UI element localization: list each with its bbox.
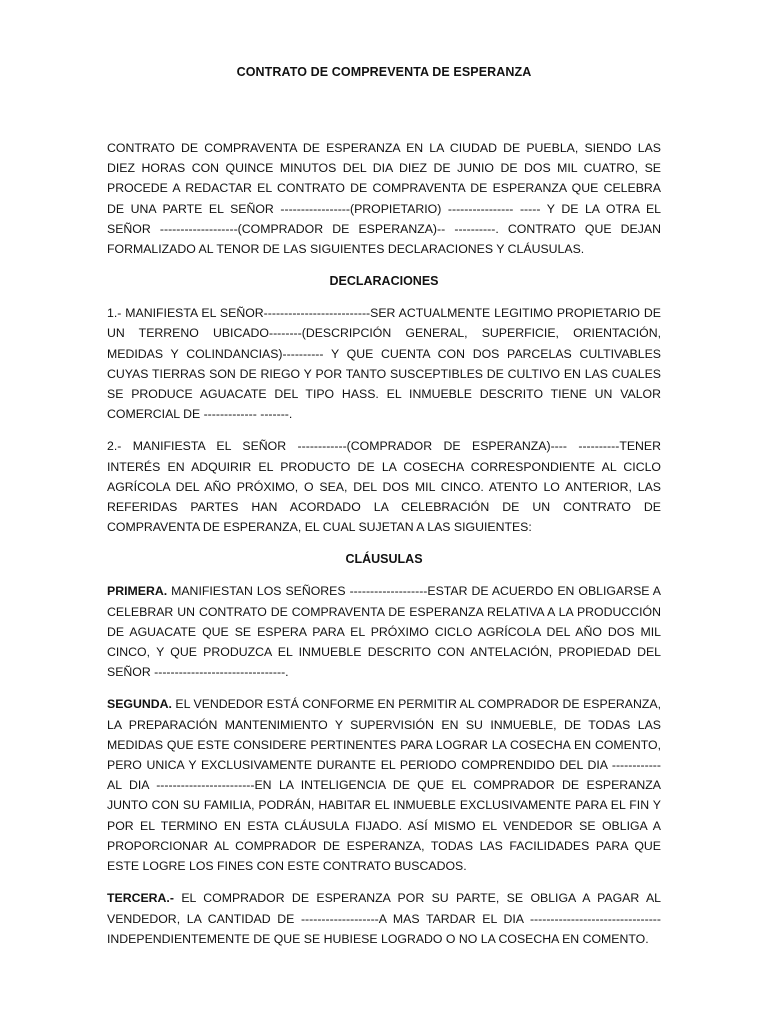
clause-tercera <box>107 888 661 949</box>
clause-primera <box>107 581 661 682</box>
clause-segunda-text: EL VENDEDOR ESTÁ CONFORME EN PERMITIR AL COMPRADOR DE ESPERANZA, LA PREPARACIÓN MANTENIMIENTO Y SUPERVISIÓN EN SU INMUEBLE, DE TODAS LAS MEDIDAS QUE ESTE CONSIDERE PERTINENTES PARA LOGRAR LA COSECHA EN COMENTO, PERO UNICA Y EXCLUSIVAMENTE DURANTE EL PERIODO COMPRENDIDO DEL DIA ------------ AL DIA ------------------------EN LA INTELIGENCIA DE QUE EL COMPRADOR DE ESPERANZA JUNTO CON SU FAMILIA, PODRÁN, HABITAR EL INMUEBLE EXCLUSIVAMENTE PARA EL FIN Y POR EL TERMINO EN ESTA CLÁUSULA FIJADO. ASÍ MISMO EL VENDEDOR SE OBLIGA A PROPORCIONAR AL COMPRADOR DE ESPERANZA, TODAS LAS FACILIDADES PARA QUE ESTE LOGRE LOS FINES CON ESTE CONTRATO BUSCADOS. <box>107 697 661 874</box>
document-page <box>107 62 661 961</box>
clause-segunda-lead: SEGUNDA. <box>107 697 172 712</box>
clauses-heading: CLÁUSULAS <box>345 552 423 567</box>
clause-tercera-text: EL COMPRADOR DE ESPERANZA POR SU PARTE, SE OBLIGA A PAGAR AL VENDEDOR, LA CANTIDAD DE -------------------A MAS TARDAR EL DIA -------------------------------- INDEPENDIENTEMENTE DE QUE SE HUBIESE LOGRADO O NO LA COSECHA EN COMENTO. <box>107 891 661 946</box>
clause-primera-text: MANIFIESTAN LOS SEÑORES -------------------ESTAR DE ACUERDO EN OBLIGARSE A CELEBRAR UN CONTRATO DE COMPRAVENTA DE ESPERANZA RELATIVA A LA PRODUCCIÓN DE AGUACATE QUE SE ESPERA PARA EL PRÓXIMO CICLO AGRÍCOLA DEL AÑO DOS MIL CINCO, Y QUE PRODUZCA EL INMUEBLE DESCRITO CON ANTELACIÓN, PROPIEDAD DEL SEÑOR --------------------------------. <box>107 584 661 680</box>
clause-segunda <box>107 694 661 876</box>
clause-primera-lead: PRIMERA. <box>107 584 168 599</box>
declarations-heading: DECLARACIONES <box>329 274 439 289</box>
declaration-1: 1.- MANIFIESTA EL SEÑOR--------------------------SER ACTUALMENTE LEGITIMO PROPIETARIO DE UN TERRENO UBICADO--------(DESCRIPCIÓN GENERAL, SUPERFICIE, ORIENTACIÓN, MEDIDAS Y COLINDANCIAS)---------- Y QUE CUENTA CON DOS PARCELAS CULTIVABLES CUYAS TIERRAS SON DE RIEGO Y POR TANTO SUSCEPTIBLES DE CULTIVO EN LAS CUALES SE PRODUCE AGUACATE DEL TIPO HASS. EL INMUEBLE DESCRITO TIENE UN VALOR COMERCIAL DE ------------- -------. <box>107 306 661 422</box>
document-title: CONTRATO DE COMPREVENTA DE ESPERANZA <box>236 65 532 79</box>
intro-paragraph: CONTRATO DE COMPRAVENTA DE ESPERANZA EN LA CIUDAD DE PUEBLA, SIENDO LAS DIEZ HORAS CON QUINCE MINUTOS DEL DIA DIEZ DE JUNIO DE DOS MIL CUATRO, SE PROCEDE A REDACTAR EL CONTRATO DE COMPRAVENTA DE ESPERANZA QUE CELEBRA DE UNA PARTE EL SEÑOR -----------------(PROPIETARIO) ---------------- ----- Y DE LA OTRA EL SEÑOR -------------------(COMPRADOR DE ESPERANZA)-- ----------. CONTRATO QUE DEJAN FORMALIZADO AL TENOR DE LAS SIGUIENTES DECLARACIONES Y CLÁUSULAS. <box>107 141 661 257</box>
clause-tercera-lead: TERCERA.- <box>107 891 174 906</box>
declaration-2: 2.- MANIFIESTA EL SEÑOR ------------(COMPRADOR DE ESPERANZA)---- ----------TENER INTERÉS EN ADQUIRIR EL PRODUCTO DE LA COSECHA CORRESPONDIENTE AL CICLO AGRÍCOLA DEL AÑO PRÓXIMO, O SEA, DEL DOS MIL CINCO. ATENTO LO ANTERIOR, LAS REFERIDAS PARTES HAN ACORDADO LA CELEBRACIÓN DE UN CONTRATO DE COMPRAVENTA DE ESPERANZA, EL CUAL SUJETAN A LAS SIGUIENTES: <box>107 439 661 535</box>
